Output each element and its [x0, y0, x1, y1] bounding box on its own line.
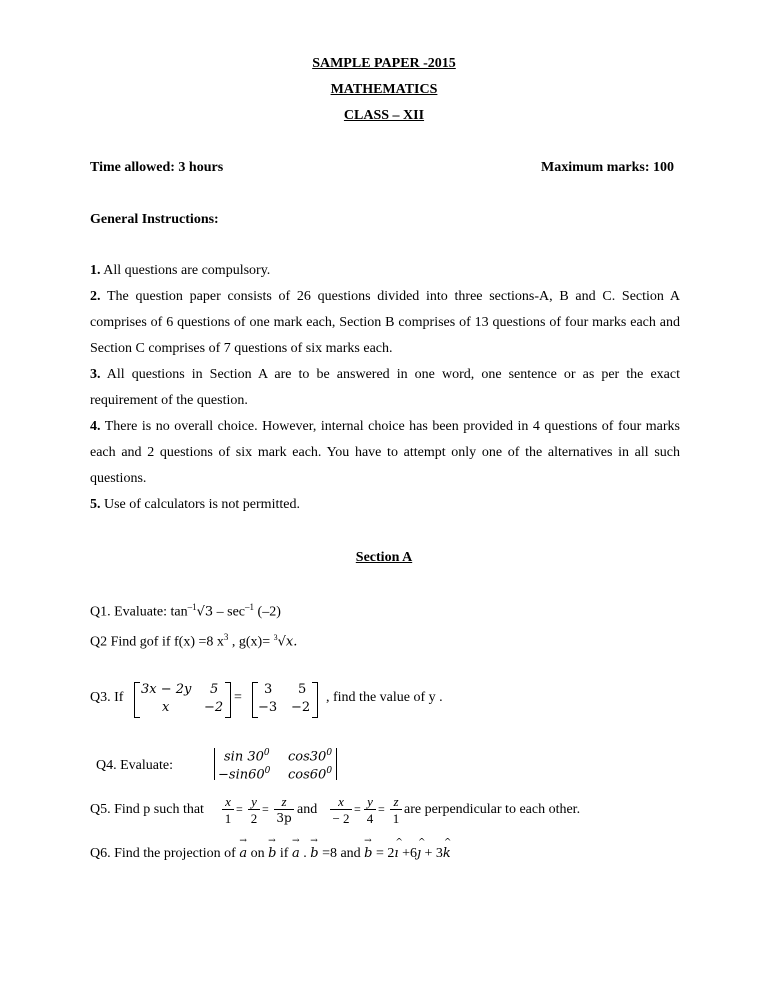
instruction-number: 1. [90, 263, 101, 278]
section-title: Section A [355, 550, 413, 565]
instruction-text: All questions are compulsory. [100, 263, 271, 278]
question-1 [90, 602, 281, 621]
instruction-number: 3. [90, 367, 101, 382]
q5-fraction: $\frac{z}{1}$ [390, 794, 402, 827]
maximum-marks: Maximum marks: 100 [541, 160, 674, 175]
q3-tail: , find the value of y . [326, 690, 443, 705]
q5-fraction: $\frac{x}{1}$ [222, 794, 234, 827]
bracket-right [225, 682, 231, 718]
q5-equals: = [262, 802, 269, 816]
matrix-cell: −2 [204, 700, 224, 715]
q2-sup: 3 [223, 632, 229, 642]
vector-a: → a [292, 846, 300, 861]
matrix-cell: x [162, 700, 170, 715]
q5-fraction: $\frac{y}{4}$ [364, 794, 376, 827]
q5-equals: = [236, 802, 243, 816]
det-sup: 0 [326, 748, 333, 758]
det-bar-right [336, 748, 337, 780]
matrix-cell: −2 [291, 700, 311, 715]
q1-root: √3 [196, 604, 214, 620]
q3-label: Q3. If [90, 690, 124, 705]
q6-text: =8 and [318, 846, 365, 861]
vector-a: → a [239, 846, 247, 861]
q3-matrix-right [252, 682, 322, 718]
q4-label: Q4. Evaluate: [96, 758, 173, 773]
instruction-text: All questions in Section A are to be answered in one word, one sentence or as per the exact requirement of the question. [90, 367, 680, 408]
instruction-number: 2. [90, 289, 101, 304]
bracket-right [312, 682, 318, 718]
q5-tail: are perpendicular to each other. [404, 802, 581, 817]
paper-title: SAMPLE PAPER -2015 [312, 56, 456, 71]
det-cell: −sin60 [218, 767, 265, 783]
instructions-list [90, 258, 680, 518]
subject-title: MATHEMATICS [330, 82, 438, 97]
q6-text: = 2 [372, 846, 395, 861]
unit-j: ^ ȷ [417, 846, 421, 861]
matrix-cell: 3x − 2y [141, 682, 192, 697]
matrix-cell: 3 [264, 682, 273, 697]
matrix-cell: 5 [210, 682, 219, 697]
vector-b: → b [268, 846, 276, 861]
time-allowed: Time allowed: 3 hours [90, 160, 224, 175]
unit-k: ^ k [443, 846, 451, 861]
instruction-item [90, 414, 680, 492]
vector-b: → b [364, 846, 372, 861]
q5-fraction: $\frac{z}{3p}$ [274, 794, 294, 827]
bracket-left [134, 682, 140, 718]
q6-text: on [247, 846, 269, 861]
q5-equals: = [378, 802, 385, 816]
matrix-cell: −3 [258, 700, 278, 715]
instruction-number: 5. [90, 497, 101, 512]
instructions-heading: General Instructions: [90, 212, 219, 227]
det-sup: 0 [264, 766, 271, 776]
question-2 [90, 632, 297, 651]
det-bar-left [214, 748, 215, 780]
matrix-cell: 5 [298, 682, 307, 697]
q1-label: Q1. Evaluate: tan [90, 604, 188, 620]
q4-determinant [214, 748, 340, 784]
instruction-number: 4. [90, 419, 101, 434]
q2-root-index: 3 [273, 633, 278, 642]
class-title: CLASS – XII [343, 108, 425, 123]
q2-root: √x. [277, 634, 298, 650]
instruction-item [90, 362, 680, 414]
q1-mid: – sec [213, 604, 246, 620]
q6-text: . [299, 846, 311, 861]
q2-mid: , g(x)= [228, 634, 274, 650]
q5-fraction: $\frac{y}{2}$ [248, 794, 260, 827]
instruction-text: There is no overall choice. However, internal choice has been provided in 4 questions of four marks each and 2 questions of six mark each. You have to attempt only one of the alternatives in all such questions. [90, 419, 680, 486]
instruction-text: The question paper consists of 26 questions divided into three sections-A, B and C. Section A comprises of 6 questions of one mark each, Section B comprises of 13 questions of four marks each and Section C comprises of 7 questions of six marks each. [90, 289, 680, 356]
det-sup: 0 [326, 766, 333, 776]
q5-and: and [297, 802, 318, 817]
vector-b: → b [310, 846, 318, 861]
q6-label: Q6. Find the projection of [90, 846, 240, 861]
q1-sup: –1 [187, 602, 197, 612]
q1-tail: (–2) [254, 604, 281, 620]
q2-label: Q2 Find gof if f(x) =8 x [90, 634, 224, 650]
det-cell: cos30 [288, 749, 327, 765]
q5-label: Q5. Find p such that [90, 802, 204, 817]
question-6 [90, 846, 451, 862]
q6-text: +6 [398, 846, 417, 861]
det-cell: sin 30 [224, 749, 264, 765]
q3-equals: = [234, 690, 242, 705]
unit-i: ^ ı [394, 846, 398, 861]
det-sup: 0 [263, 748, 270, 758]
instruction-item [90, 492, 680, 518]
det-cell: cos60 [288, 767, 327, 783]
q6-text: if [276, 846, 292, 861]
instruction-text: Use of calculators is not permitted. [100, 497, 300, 512]
q6-text: + 3 [421, 846, 443, 861]
instruction-item [90, 284, 680, 362]
instruction-item [90, 258, 680, 284]
q5-equals: = [354, 802, 361, 816]
q1-sup: –1 [245, 602, 255, 612]
q5-fraction: $\frac{x}{- 2}$ [330, 794, 352, 827]
q3-matrix-left [134, 682, 234, 718]
